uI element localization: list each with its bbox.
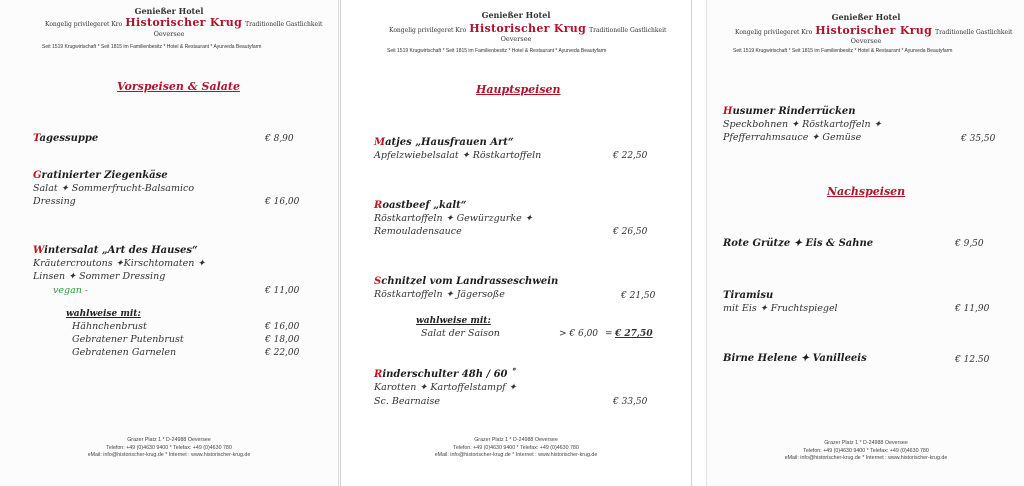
- footer-contact: eMail: info@historischer-krug.de * Internet : www.historischer-krug.de: [784, 455, 948, 461]
- dish-price: € 11,00: [265, 286, 300, 296]
- dish-title: Rinderschulter 48h / 60 ˚: [374, 369, 516, 380]
- hotel-tagline: [735, 24, 1012, 37]
- option-equals: =: [605, 329, 613, 339]
- tag-right: Traditionelle Gastlichkeit: [589, 27, 667, 34]
- dessert-title: Tiramisu: [723, 290, 774, 301]
- footer-contact: eMail: info@historischer-krug.de * Internet : www.historischer-krug.de: [434, 452, 598, 458]
- dish-title: Tagessuppe: [33, 133, 99, 144]
- dish-title: Husumer Rinderrücken: [723, 106, 856, 117]
- section-title: Hauptspeisen: [476, 83, 561, 96]
- option-total: € 27,50: [615, 329, 653, 339]
- footer-phone: Telefon: +49 (0)4630 9400 * Telefax: +49 (0)4630 780: [803, 447, 929, 454]
- hotel-tagline: [45, 16, 322, 29]
- dish-description: Kräutercroutons ✦Kirschtomaten ✦: [33, 258, 206, 269]
- option-price: € 16,00: [265, 322, 300, 332]
- hotel-place: Oeversee: [500, 35, 532, 43]
- section-title: Nachspeisen: [827, 185, 906, 198]
- dessert-price: € 12.50: [955, 355, 990, 365]
- hotel-name: Genießer Hotel: [134, 6, 204, 16]
- hotel-history-line: Seit 1519 Krugwirtschaft * Seit 1815 im Familienbesitz * Hotel & Restaurant * Ayurveda Beautyfarm: [733, 48, 953, 54]
- option-label: Gebratener Putenbrust: [72, 334, 184, 345]
- dessert-title: Rote Grütze ✦ Eis & Sahne: [723, 238, 874, 249]
- brand-logo: Historischer Krug: [125, 16, 243, 29]
- brand-logo: Historischer Krug: [469, 22, 587, 35]
- dish-price: € 22,50: [613, 151, 648, 161]
- menu-page-starters: [0, 0, 339, 486]
- footer-phone: Telefon: +49 (0)4630 9400 * Telefax: +49 (0)4630 780: [453, 444, 579, 451]
- menu-page-desserts: [706, 0, 1024, 486]
- vegan-label: vegan -: [53, 285, 89, 296]
- footer: [707, 440, 1024, 463]
- hotel-history-line: Seit 1519 Krugwirtschaft * Seit 1815 im Familienbesitz * Hotel & Restaurant * Ayurveda Beautyfarm: [387, 48, 607, 54]
- tag-left: Kongelig privilegeret Kro: [389, 27, 467, 34]
- option-label: Gebratenen Garnelen: [72, 347, 177, 358]
- hotel-name: Genießer Hotel: [831, 12, 901, 22]
- dessert-price: € 11,90: [955, 304, 990, 314]
- dish-description: Speckbohnen ✦ Röstkartoffeln ✦: [723, 119, 882, 130]
- dish-price: € 21,50: [621, 291, 656, 301]
- footer: [0, 437, 338, 460]
- footer: [341, 437, 691, 460]
- tag-left: Kongelig privilegeret Kro: [735, 29, 813, 36]
- option-surcharge: > € 6,00: [559, 329, 599, 339]
- tag-right: Traditionelle Gastlichkeit: [245, 21, 323, 28]
- section-title: Vorspeisen & Salate: [117, 80, 240, 93]
- footer-address: Grazer Platz 1 * D-24988 Oeversee: [127, 437, 211, 443]
- dish-description: Röstkartoffeln ✦ Jägersoße: [374, 289, 505, 300]
- option-label: Hähnchenbrust: [72, 321, 147, 332]
- dish-description: Apfelzwiebelsalat ✦ Röstkartoffeln: [374, 150, 542, 161]
- dish-price: € 26,50: [613, 227, 648, 237]
- dish-title: Gratinierter Ziegenkäse: [33, 170, 168, 181]
- dessert-description: mit Eis ✦ Fruchtspiegel: [723, 303, 838, 314]
- hotel-name: Genießer Hotel: [481, 10, 551, 20]
- menu-page-mains: [340, 0, 692, 486]
- dish-price: € 16,00: [265, 197, 300, 207]
- dish-price: € 35,50: [961, 134, 996, 144]
- tag-right: Traditionelle Gastlichkeit: [935, 29, 1013, 36]
- dish-description: Dressing: [33, 196, 76, 207]
- hotel-place: Oeversee: [153, 30, 185, 38]
- hotel-tagline: [389, 22, 666, 35]
- dish-description: Röstkartoffeln ✦ Gewürzgurke ✦: [374, 213, 533, 224]
- options-title: wahlweise mit:: [66, 309, 141, 319]
- options-title: wahlweise mit:: [416, 316, 491, 326]
- dish-title: Wintersalat „Art des Hauses“: [33, 245, 198, 256]
- hotel-place: Oeversee: [850, 37, 882, 45]
- dessert-title: Birne Helene ✦ Vanilleeis: [723, 353, 867, 364]
- dish-price: € 8,90: [265, 134, 294, 144]
- dish-description: Sc. Bearnaise: [374, 396, 440, 407]
- dish-description: Pfefferrahmsauce ✦ Gemüse: [723, 132, 862, 143]
- footer-contact: eMail: info@historischer-krug.de * Internet : www.historischer-krug.de: [87, 452, 251, 458]
- dish-title: Roastbeef „kalt“: [374, 200, 467, 211]
- footer-phone: Telefon: +49 (0)4630 9400 * Telefax: +49 (0)4630 780: [106, 444, 232, 451]
- dish-description: Karotten ✦ Kartoffelstampf ✦: [374, 382, 517, 393]
- dish-title: Schnitzel vom Landrasseschwein: [374, 276, 559, 287]
- option-price: € 18,00: [265, 335, 300, 345]
- option-label: Salat der Saison: [421, 328, 500, 339]
- brand-logo: Historischer Krug: [815, 24, 933, 37]
- footer-address: Grazer Platz 1 * D-24988 Oeversee: [824, 440, 908, 446]
- dish-description: Salat ✦ Sommerfrucht-Balsamico: [33, 183, 195, 194]
- dessert-price: € 9,50: [955, 239, 984, 249]
- dish-title: Matjes „Hausfrauen Art“: [374, 137, 514, 148]
- dish-description: Remouladensauce: [374, 226, 462, 237]
- dish-description: Linsen ✦ Sommer Dressing: [33, 271, 166, 282]
- hotel-history-line: Seit 1519 Krugwirtschaft * Seit 1815 im Familienbesitz * Hotel & Restaurant * Ayurveda Beautyfarm: [42, 44, 262, 50]
- footer-address: Grazer Platz 1 * D-24988 Oeversee: [474, 437, 558, 443]
- tag-left: Kongelig privilegeret Kro: [45, 21, 123, 28]
- option-price: € 22,00: [265, 348, 300, 358]
- dish-price: € 33,50: [613, 397, 648, 407]
